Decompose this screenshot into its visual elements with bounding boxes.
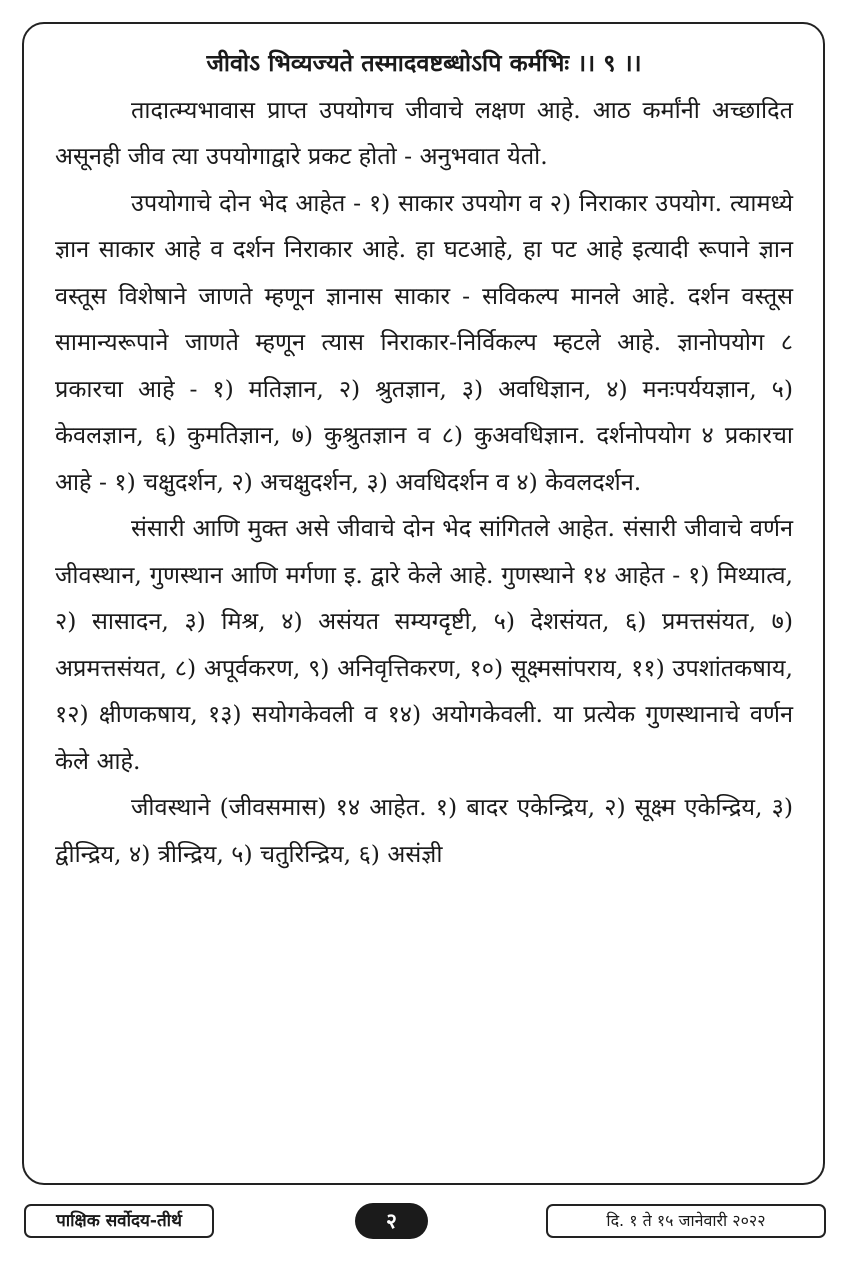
page-number: २ [355,1203,428,1239]
issue-date: दि. १ ते १५ जानेवारी २०२२ [546,1204,826,1238]
paragraph-3: संसारी आणि मुक्त असे जीवाचे दोन भेद सांगितले आहेत. संसारी जीवाचे वर्णन जीवस्थान, गुणस्थान आणि मर्गणा इ. द्वारे केले आहे. गुणस्थाने १४ आहेत - १) मिथ्यात्व, २) सासादन, ३) मिश्र, ४) असंयत सम्यग्दृष्टी, ५) देशसंयत, ६) प्रमत्तसंयत, ७) अप्रमत्तसंयत, ८) अपूर्वकरण, ९) अनिवृत्तिकरण, १०) सूक्ष्मसांपराय, ११) उपशांतकषाय, १२) क्षीणकषाय, १३) सयोगकेवली व १४) अयोगकेवली. या प्रत्येक गुणस्थानाचे वर्णन केले आहे. [55,514,793,775]
paragraph-1: तादात्म्यभावास प्राप्त उपयोगच जीवाचे लक्षण आहे. आठ कर्मांनी अच्छादित असूनही जीव त्या उपयोगाद्वारे प्रकट होतो - अनुभवात येतो. [55,95,793,170]
verse-heading: जीवोऽ भिव्यज्यते तस्मादवष्टब्धोऽपि कर्मभिः ।। ९ ।। [206,49,642,77]
paragraph-2: उपयोगाचे दोन भेद आहेत - १) साकार उपयोग व २) निराकार उपयोग. त्यामध्ये ज्ञान साकार आहे व दर्शन निराकार आहे. हा घटआहे, हा पट आहे इत्यादी रूपाने ज्ञान वस्तूस विशेषाने जाणते म्हणून ज्ञानास साकार - सविकल्प मानले आहे. दर्शन वस्तूस सामान्यरूपाने जाणते म्हणून त्यास निराकार-निर्विकल्प म्हटले आहे. ज्ञानोपयोग ८ प्रकारचा आहे - १) मतिज्ञान, २) श्रुतज्ञान, ३) अवधिज्ञान, ४) मनःपर्ययज्ञान, ५) केवलज्ञान, ६) कुमतिज्ञान, ७) कुश्रुतज्ञान व ८) कुअवधिज्ञान. दर्शनोपयोग ४ प्रकारचा आहे - १) चक्षुदर्शन, २) अचक्षुदर्शन, ३) अवधिदर्शन व ४) केवलदर्शन. [55,188,793,496]
paragraph-4: जीवस्थाने (जीवसमास) १४ आहेत. १) बादर एकेन्द्रिय, २) सूक्ष्म एकेन्द्रिय, ३) द्वीन्द्रिय, ४) त्रीन्द्रिय, ५) चतुरिन्द्रिय, ६) असंज्ञी [55,793,793,868]
page-content [55,40,793,877]
publication-name: पाक्षिक सर्वोदय-तीर्थ [24,1204,214,1238]
